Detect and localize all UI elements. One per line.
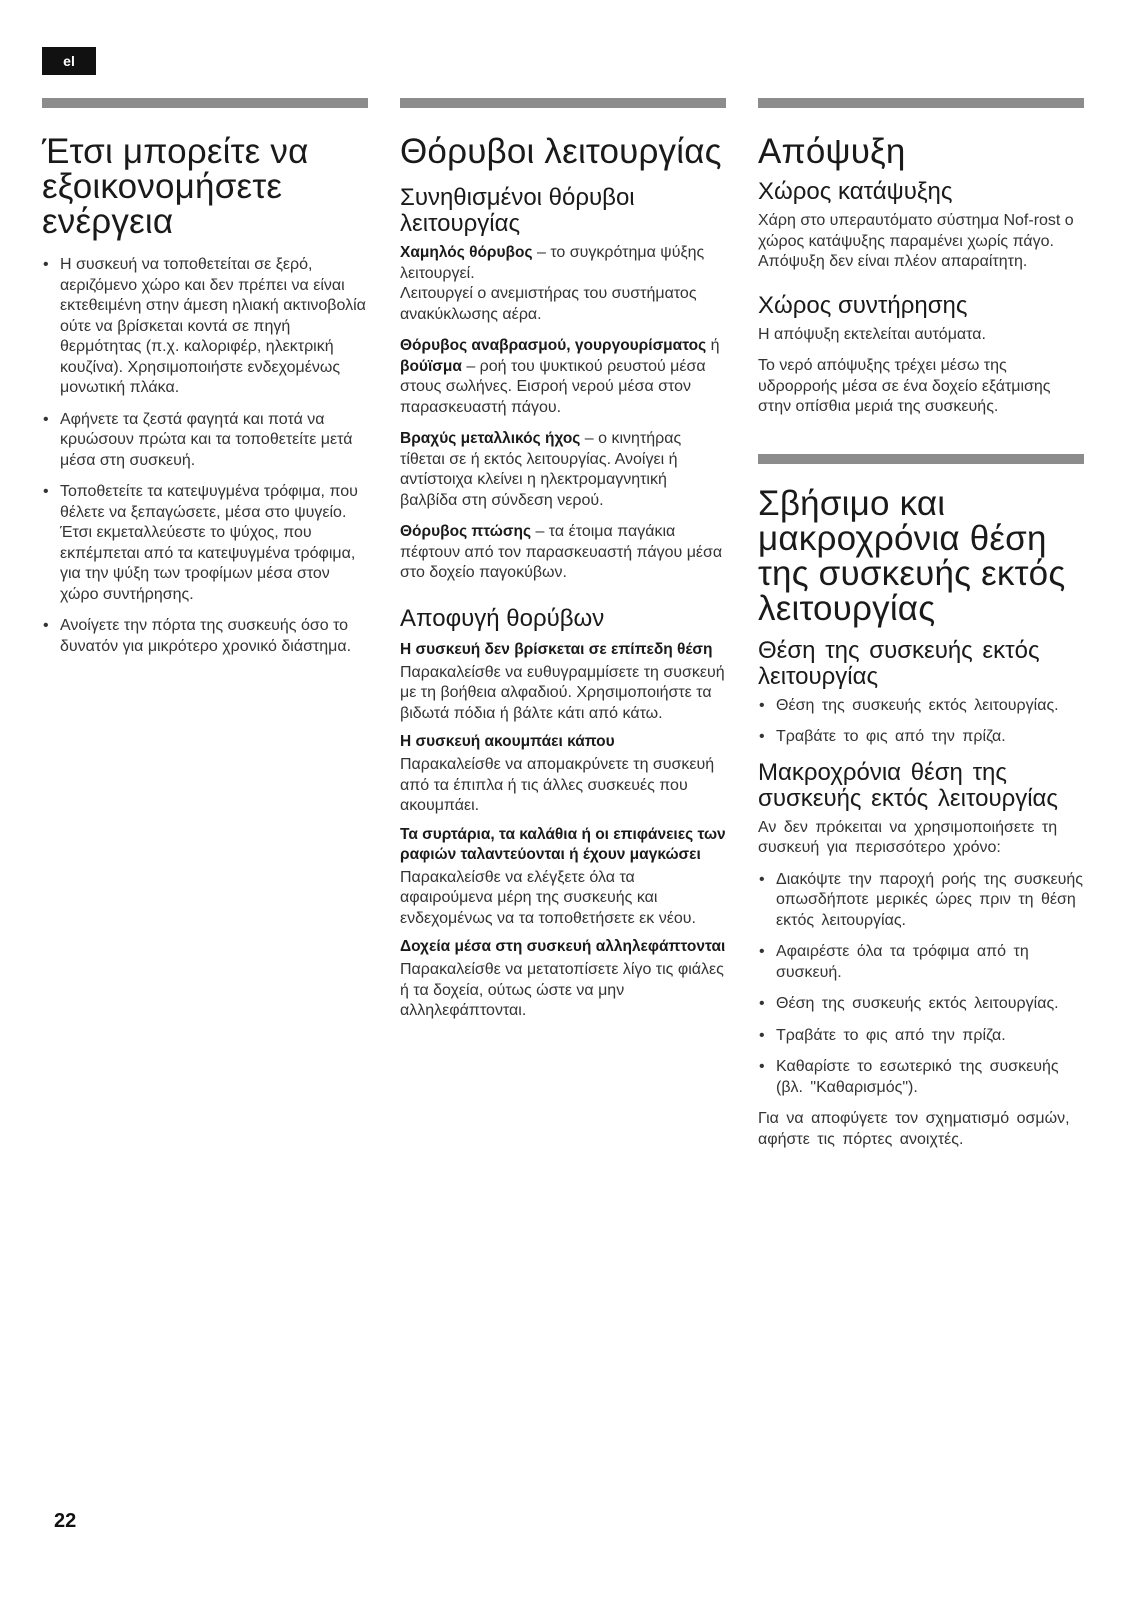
freezer-heading: Χώρος κατάψυξης	[758, 178, 953, 205]
list-item: • Θέση της συσκευής εκτός λειτουργίας.	[758, 696, 1084, 717]
section-divider	[42, 98, 368, 108]
column-operating-noises	[400, 98, 726, 1022]
defrost-title: Απόψυξη	[758, 132, 906, 171]
shutdown-title: Σβήσιμο και μακροχρόνια θέση της συσκευής εκτός λειτουργίας	[758, 483, 1066, 628]
list-item: • Θέση της συσκευής εκτός λειτουργίας.	[758, 994, 1084, 1015]
section-divider	[758, 454, 1084, 464]
list-item: • Τραβάτε το φις από την πρίζα.	[758, 727, 1084, 748]
avoid-subheading: Δοχεία μέσα στη συσκευή αλληλεφάπτονται	[400, 938, 726, 955]
noises-title: Θόρυβοι λειτουργίας	[400, 132, 722, 171]
list-item: • Διακόψτε την παροχή ροής της συσκευής οπωσδήποτε μερικές ώρες πριν τη θέση εκτός λειτουργίας.	[758, 870, 1084, 932]
click-noise-desc: – ο κινητήρας τίθεται σε ή εκτός λειτουργίας. Ανοίγει ή αντίστοιχα κλείνει η ηλεκτρομαγνητική βαλβίδα στη σύνδεση νερού.	[400, 430, 682, 509]
section-divider	[400, 98, 726, 108]
long-term-outro: Για να αποφύγετε τον σχηματισμό οσμών, αφήστε τις πόρτες ανοιχτές.	[758, 1110, 1070, 1148]
energy-saving-list	[42, 255, 368, 657]
column-defrost-shutdown	[758, 98, 1084, 1150]
avoid-noises-heading: Αποφυγή θορύβων	[400, 604, 605, 632]
language-tab: el	[42, 47, 96, 75]
gurgle-noise-term: Θόρυβος αναβρασμού, γουργουρίσματος	[400, 337, 707, 354]
long-term-list	[758, 870, 1084, 1099]
avoid-text: Παρακαλείσθε να απομακρύνετε τη συσκευή από τα έπιπλα ή τις άλλες συσκευές που ακουμπάει.	[400, 756, 715, 814]
low-noise-desc: – το συγκρότημα ψύξης λειτουργεί.	[400, 244, 705, 282]
long-term-heading: Μακροχρόνια θέση της συσκευής εκτός λειτουργίας	[758, 758, 1058, 812]
list-item-extra: Έτσι εκμεταλλεύεστε το ψύχος, που εκπέμπεται από τα κατεψυγμένα τρόφιμα, για την ψύξη των τροφίμων μέσα στον χώρο συντήρησης.	[60, 524, 356, 603]
list-item-text: Τοποθετείτε τα κατεψυγμένα τρόφιμα, που θέλετε να ξεπαγώσετε, μέσα στο ψυγείο.	[60, 483, 358, 521]
avoid-subheading: Η συσκευή δεν βρίσκεται σε επίπεδη θέση	[400, 640, 713, 658]
long-term-intro: Αν δεν πρόκειται να χρησιμοποιήσετε τη συσκευή για περισσότερο χρόνο:	[758, 818, 1058, 856]
low-noise-text	[400, 243, 726, 325]
freezer-text: Χάρη στο υπεραυτόματο σύστημα Nof-rost ο χώρος κατάψυξης παραμένει χωρίς πάγο. Απόψυξη δεν είναι πλέον απαραίτητη.	[758, 212, 1074, 270]
switch-off-list	[758, 696, 1084, 748]
list-item: • Αφαιρέστε όλα τα τρόφιμα από τη συσκευή.	[758, 942, 1084, 983]
list-item: • Ανοίγετε την πόρτα της συσκευής όσο το δυνατόν για μικρότερο χρονικό διάστημα.	[42, 616, 368, 657]
avoid-text: Παρακαλείσθε να μετατοπίσετε λίγο τις φιάλες ή τα δοχεία, ούτως ώστε να μην αλληλεφάπτονται.	[400, 961, 724, 1019]
low-noise-term: Χαμηλός θόρυβος	[400, 244, 533, 261]
fridge-text: Η απόψυξη εκτελείται αυτόματα.	[758, 325, 986, 343]
column-energy-saving	[42, 98, 368, 668]
usual-noises-heading: Συνηθισμένοι θόρυβοι λειτουργίας	[400, 184, 635, 237]
avoid-subheading: Η συσκευή ακουμπάει κάπου	[400, 733, 615, 750]
buzz-noise-term: βούϊσμα	[400, 357, 462, 375]
fridge-text: Το νερό απόψυξης τρέχει μέσω της υδρορροής μέσα σε ένα δοχείο εξάτμισης στην οπίσθια μεριά της συσκευής.	[758, 357, 1051, 415]
list-item	[42, 482, 368, 605]
avoid-subheading: Τα συρτάρια, τα καλάθια ή οι επιφάνειες των ραφιών ταλαντεύονται ή έχουν μαγκώσει	[400, 825, 726, 863]
drop-noise-desc: – τα έτοιμα παγάκια πέφτουν από τον παρασκευαστή πάγου μέσα στο δοχείο παγοκύβων.	[400, 523, 723, 581]
switch-off-heading: Θέση της συσκευής εκτός λειτουργίας	[758, 636, 1040, 690]
list-item: • Τραβάτε το φις από την πρίζα.	[758, 1026, 1084, 1047]
avoid-text: Παρακαλείσθε να ελέγξετε όλα τα αφαιρούμενα μέρη της συσκευής και ενδεχομένως να τα τοποθετήσετε εκ νέου.	[400, 868, 696, 927]
fan-desc: Λειτουργεί ο ανεμιστήρας του συστήματος ανακύκλωσης αέρα.	[400, 285, 697, 323]
fridge-heading: Χώρος συντήρησης	[758, 291, 968, 319]
list-item: • Αφήνετε τα ζεστά φαγητά και ποτά να κρυώσουν πρώτα και τα τοποθετείτε μετά μέσα στη συσκευή.	[42, 410, 368, 472]
gurgle-noise-desc: – ροή του ψυκτικού ρευστού μέσα στους σωλήνες. Εισροή νερού μέσα στον παρασκευαστή πάγου.	[400, 357, 706, 416]
gurgle-connector: ή	[706, 337, 720, 354]
energy-saving-title: Έτσι μπορείτε να εξοικονομήσετε ενέργεια	[42, 132, 309, 241]
click-noise-term: Βραχύς μεταλλικός ήχος	[400, 430, 581, 447]
gurgle-noise-text	[400, 336, 726, 418]
click-noise-text	[400, 429, 726, 511]
avoid-text: Παρακαλείσθε να ευθυγραμμίσετε τη συσκευή με τη βοήθεια αλφαδιού. Χρησιμοποιήστε τα βιδωτά πόδια ή βάλτε κάτι από κάτω.	[400, 663, 725, 722]
page-number: 22	[54, 1510, 77, 1532]
list-item: • Η συσκευή να τοποθετείται σε ξερό, αεριζόμενο χώρο και δεν πρέπει να είναι εκτεθειμένη στην άμεση ηλιακή ακτινοβολία ούτε να βρίσκεται κοντά σε πηγή θερμότητας (π.χ. καλοριφέρ, ηλεκτρική κουζίνα). Χρησιμοποιήστε ενδεχομένως μονωτική πλάκα.	[42, 255, 368, 399]
drop-noise-text	[400, 522, 726, 584]
section-divider	[758, 98, 1084, 108]
list-item: • Καθαρίστε το εσωτερικό της συσκευής (βλ. "Καθαρισμός").	[758, 1057, 1084, 1098]
drop-noise-term: Θόρυβος πτώσης	[400, 523, 532, 540]
